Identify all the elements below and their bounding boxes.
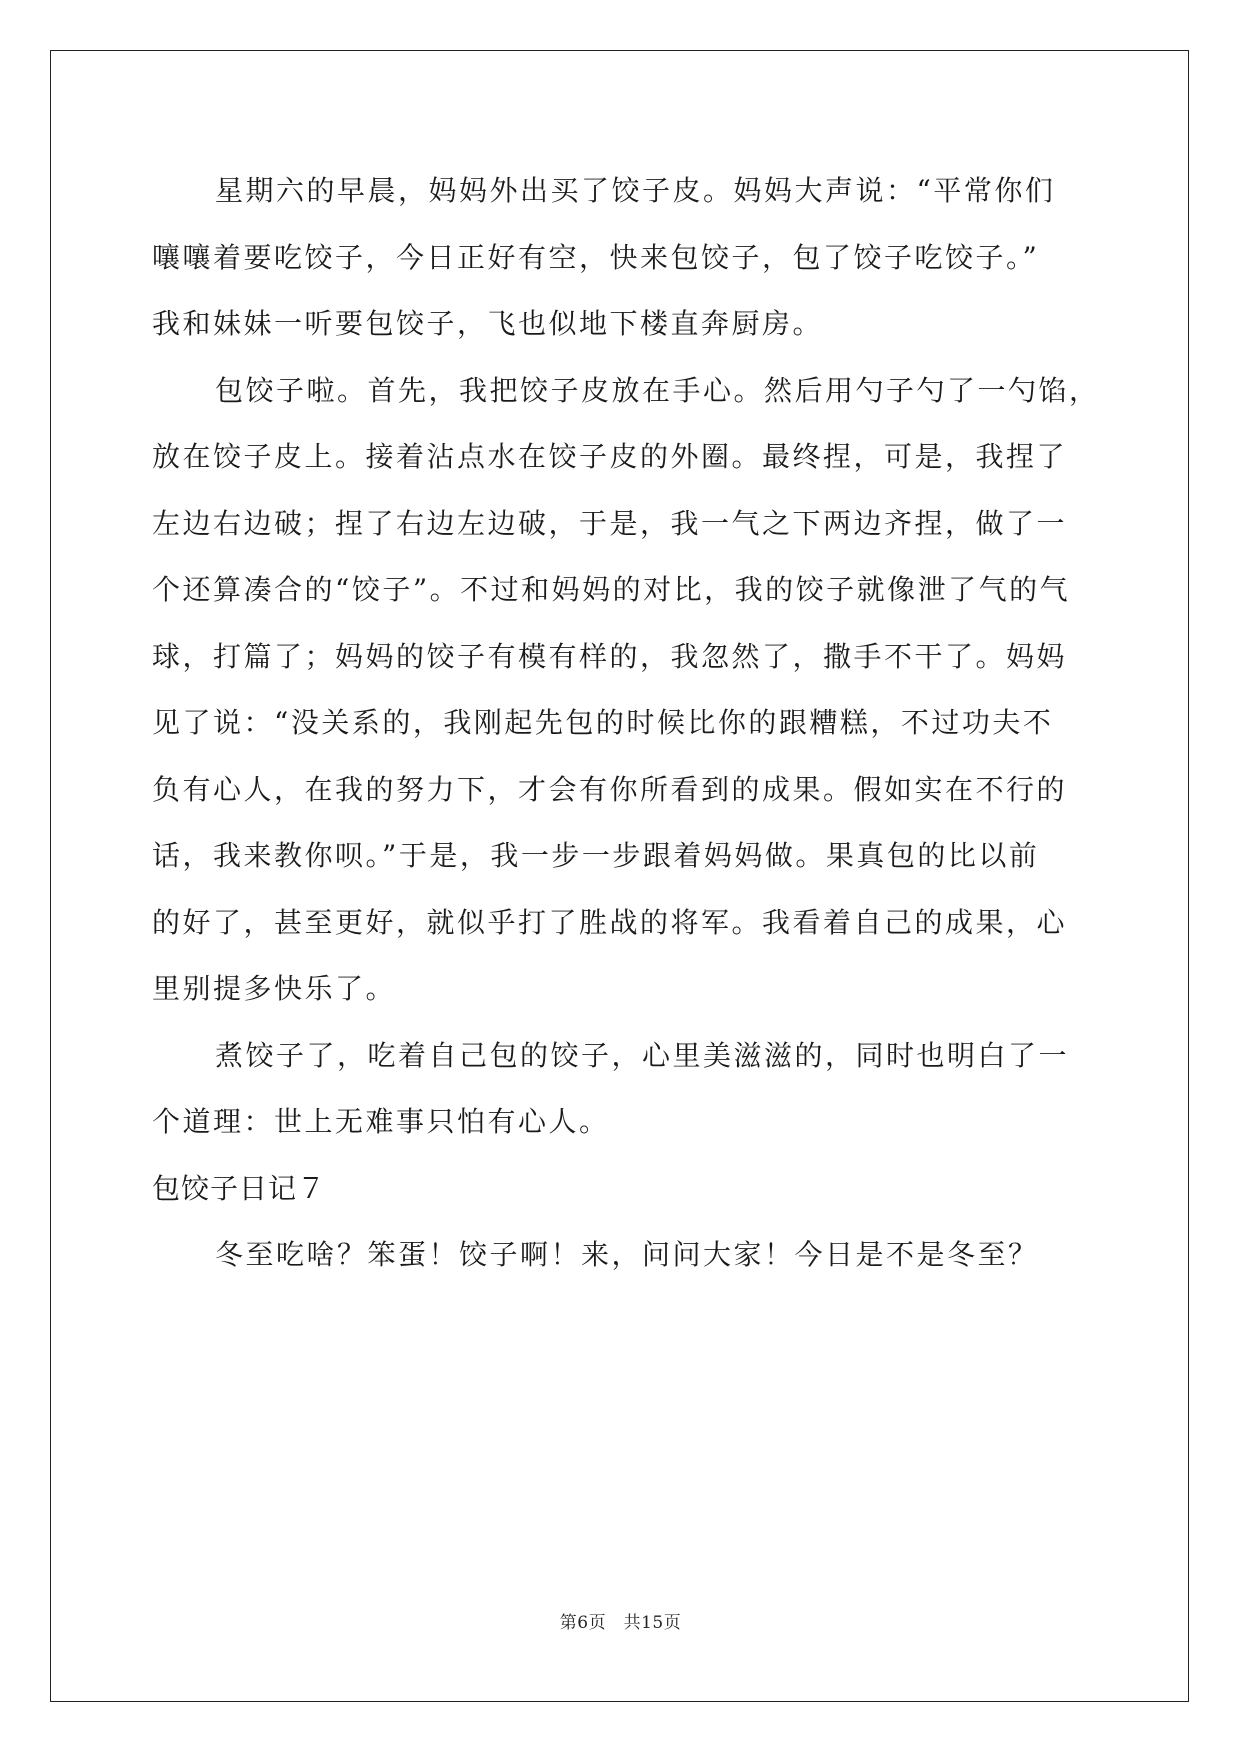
paragraph-line: 我和妹妹一听要包饺子，飞也似地下楼直奔厨房。: [152, 307, 824, 340]
paragraph-line: 嚷嚷着要吃饺子，今日正好有空，快来包饺子，包了饺子吃饺子。”: [152, 240, 1040, 274]
paragraph-line: 话，我来教你呗。”于是，我一步一步跟着妈妈做。果真包的比以前: [152, 839, 1040, 872]
paragraph-line: 煮饺子了，吃着自己包的饺子，心里美滋滋的，同时也明白了一: [215, 1038, 1070, 1072]
paragraph-line: 里别提多快乐了。: [152, 972, 397, 1005]
paragraph-line: 冬至吃啥？笨蛋！饺子啊！来，问问大家！今日是不是冬至？: [215, 1238, 1039, 1271]
paragraph-line: 个还算凑合的“饺子”。不过和妈妈的对比，我的饺子就像泄了气的气: [152, 573, 1071, 606]
paragraph-line: 左边右边破；捏了右边左边破，于是，我一气之下两边齐捏，做了一: [152, 506, 1068, 540]
paragraph-line: 的好了，甚至更好，就似乎打了胜战的将军。我看着自己的成果，心: [152, 905, 1068, 939]
document-body: [152, 158, 1100, 1289]
paragraph-line: 放在饺子皮上。接着沾点水在饺子皮的外圈。最终捏，可是，我捏了: [152, 440, 1068, 473]
paragraph-line: 负有心人，在我的努力下，才会有你所看到的成果。假如实在不行的: [152, 772, 1068, 806]
paragraph-line: 包饺子啦。首先，我把饺子皮放在手心。然后用勺子勺了一勺馅，: [215, 373, 1100, 407]
paragraph-line: 见了说：“没关系的，我刚起先包的时候比你的跟糟糕，不过功夫不: [152, 706, 1054, 739]
paragraph-line: 球，打篇了；妈妈的饺子有模有样的，我忽然了，撒手不干了。妈妈: [152, 639, 1068, 673]
paragraph-line: 星期六的早晨，妈妈外出买了饺子皮。妈妈大声说：“平常你们: [215, 174, 1056, 207]
page-footer: 第6页 共15页: [559, 1613, 682, 1633]
paragraph-line: 个道理：世上无难事只怕有心人。: [152, 1105, 610, 1138]
section-heading: 包饺子日记７: [152, 1171, 327, 1205]
